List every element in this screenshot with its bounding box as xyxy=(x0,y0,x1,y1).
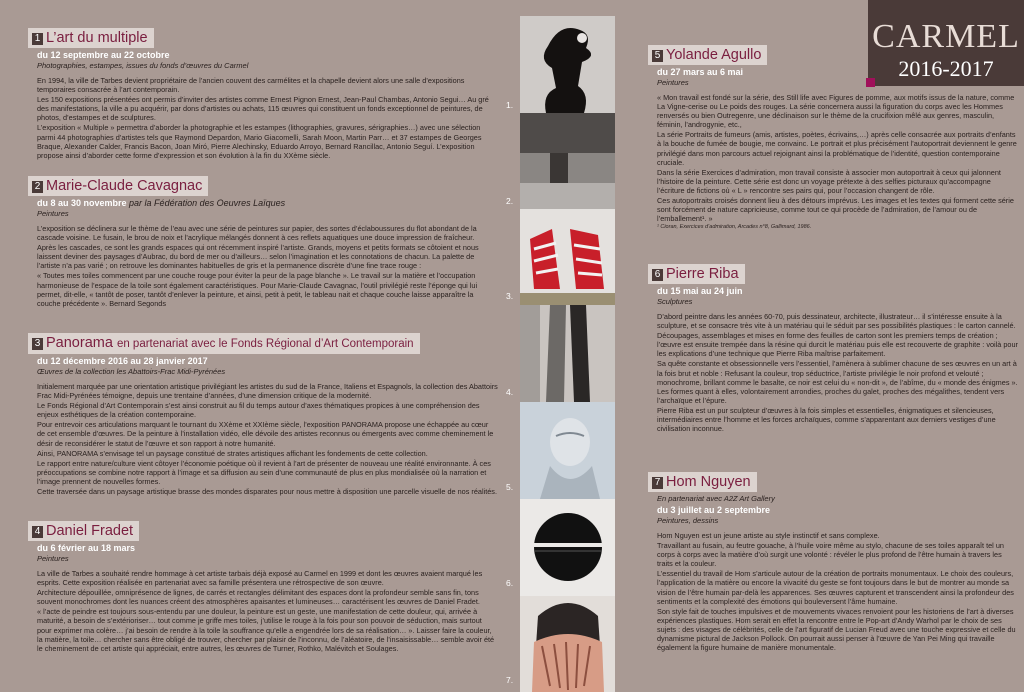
exhibition-medium: Peintures, dessins xyxy=(657,516,719,525)
artwork-image-7 xyxy=(520,596,615,692)
artwork-image-2 xyxy=(520,113,615,209)
exhibition-title: Pierre Riba xyxy=(666,266,739,282)
paragraph: Le Fonds Régional d’Art Contemporain s’est ainsi construit au fil du temps autour d’axes thématiques propices à une compréhension des enjeux esthétiques de la création contemporaine. xyxy=(37,401,480,420)
artwork-image-6 xyxy=(520,499,615,596)
exhibition-header xyxy=(28,28,154,48)
brand-years: 2016-2017 xyxy=(898,56,994,81)
exhibition-title-sub: en partenariat avec le Fonds Régional d’Art Contemporain xyxy=(116,338,414,350)
paragraph: Découpages, assemblages et mises en forme des feuilles de carton sont les premiers temps de création ; l’œuvre est ensuite trempée dans la résine qui durcit le matériau puis elle est recouverte de graphite : voilà pour les explications d’une technique que Pierre Riba maîtrise parfaitement. xyxy=(657,331,1018,359)
paragraph: L’exposition « Multiple » permettra d’aborder la photographie et les estampes (lithographies, gravures, sérigraphies…) avec une sélection parmi 44 photographies d’artistes tels que Raymond Depardon, Mario Giacomelli, Sarah Moon, Martin Parr… et 37 estampes de Georges Braque, Alexander Calder, Francis Bacon, Joan Miró, Pierre Alechinsky, Eduardo Arroyo, Bernard Rancillac, Antonio Seguí. L’exposition propose ainsi d’aborder cette forme d’expression et son évolution à la fin du XXème siècle. xyxy=(37,123,482,160)
exhibition-date-extra: par la Fédération des Oeuvres Laïques xyxy=(129,198,286,208)
paragraph: Pierre Riba est un pur sculpteur d’œuvres à la fois simples et essentielles, énigmatiques et silencieuses, intermédiaires entre l’homme et les forces archaïques, comme s’apparentant aux derniers vestiges d’une civilisation inconnue. xyxy=(657,405,996,434)
artwork-image-1 xyxy=(520,16,615,113)
exhibition-date-range: du 27 mars au 6 mai xyxy=(657,67,744,77)
exhibition-title: Marie-Claude Cavagnac xyxy=(46,178,203,194)
paragraph: Les 150 expositions présentées ont permis d’inviter des artistes comme Ernest Pignon Ernest, Jean-Paul Chambas, Antonio Segui… Au gré des manifestations, la ville a pu acquérir, par dons d’artistes ou achats, 115 œuvres qui constituent un fonds exceptionnel de peintures, de photos, d’estampes et de sculptures. xyxy=(37,95,489,123)
exhibition-header xyxy=(648,45,767,65)
section-7 xyxy=(648,472,1018,653)
exhibition-number: 7 xyxy=(652,477,663,489)
paragraph: Pour entrevoir ces articulations marquant le tournant du XXème et XXIème siècle, l’exposition PANORAMA propose une échappée au cœur de cet ensemble d’œuvres. De la peinture à l’installation vidéo, elle dévoile des artistes reconnus ou émergents avec comme cheminement le désir de reconsidérer le statut de l’œuvre et son rapport à notre humanité. xyxy=(37,420,494,448)
section-5 xyxy=(648,45,1018,232)
exhibition-dates xyxy=(37,356,498,366)
artwork-image-5 xyxy=(520,402,615,499)
exhibition-medium: Œuvres de la collection les Abattoirs-Frac Midi-Pyrénées xyxy=(37,367,226,376)
exhibition-date-range: du 3 juillet au 2 septembre xyxy=(657,505,771,515)
paragraph: « l’acte de peindre est toujours sous-entendu par une douleur, la peinture est un geste, une manifestation de cette douleur, qui, arrivée à maturité, a besoin de s’extérioriser… tout comme je griffe mes toiles, j’utilise le rouge à la fois pour son pouvoir de séduction, mais surtout pour exprimer ma colère… j’ai besoin de rendre à la toile la souffrance qu’elle a engendrée lors de sa réalisation… ». Laisser faire la couleur, la matière, la toile… chercher sans être obligé de trouver, chercher par plaisir de l’inconnu, de l’aléatoire, de l’insaisissable… semble avoir été le cheminement de cet artiste qui appréciait, entre autres, les œuvres de Turner, Rothko, Malévitch et Soulages. xyxy=(37,607,495,653)
exhibition-number: 2 xyxy=(32,181,43,193)
exhibition-description xyxy=(657,531,1018,652)
section-3 xyxy=(28,333,498,497)
exhibition-header xyxy=(648,264,745,284)
section-1 xyxy=(28,28,498,161)
paragraph: En 1994, la ville de Tarbes devient propriétaire de l’ancien couvent des carmélites et la chapelle devient alors une salle d’expositions temporaires consacrée à l’art contemporain. xyxy=(37,76,465,95)
paragraph: L’essentiel du travail de Hom s’articule autour de la création de portraits monumentaux. Le choix des couleurs, l’application de la matière ou encore la vivacité du geste se font toujours dans le but de montrer au monde sa vision de l’être humain par-delà les apparences. Ses œuvres capturent et transcendent ainsi la profondeur des sentiments et la complexité des émotions qui bouleversent l’âme humaine. xyxy=(657,569,1014,606)
exhibition-header xyxy=(28,333,420,354)
exhibition-medium: Photographies, estampes, issues du fonds d’œuvres du Carmel xyxy=(37,61,249,70)
exhibition-title: L’art du multiple xyxy=(46,30,148,46)
paragraph: Le rapport entre nature/culture vient côtoyer l’économie poétique où il revient à l’art de présenter de nouveau une réalité environnante. À ces préoccupations se combine notre rapport à l’image et sa diffusion au sein d’une communauté de plus en plus mondialisée où la narration et l’image prennent de nouvelles formes. xyxy=(37,458,491,486)
exhibition-number: 6 xyxy=(652,269,663,281)
section-6 xyxy=(648,264,1018,434)
exhibition-dates xyxy=(657,67,1018,77)
exhibition-number: 4 xyxy=(32,526,43,538)
image-label-3: 3. xyxy=(506,291,514,301)
paragraph: Dans la série Exercices d’admiration, mon travail consiste à associer mon autoportrait à ceux qui jalonnent l’histoire de la peinture. Cette série est donc un voyage prétexte à des selfies picturaux qu’accompagne l’écriture de fictions où « L » rencontre ses pairs qui, pour l’occasion changent de rôle. xyxy=(657,167,1001,195)
exhibition-dates xyxy=(657,286,1018,296)
left-column xyxy=(28,0,498,692)
exhibition-medium: Peintures xyxy=(657,78,689,87)
paragraph: L’exposition se déclinera sur le thème de l’eau avec une série de peintures sur papier, des sortes d’éclaboussures du flot abondant de la cascade voisine. Le fusain, le brou de noix et l’acrylique mélangés donnent à ces reflets aquatiques une douce impression de fraîcheur. xyxy=(37,224,477,243)
exhibition-dates xyxy=(37,50,498,60)
exhibition-title: Hom Nguyen xyxy=(666,474,751,490)
exhibition-dates xyxy=(37,543,498,553)
exhibition-dates xyxy=(37,198,498,208)
section-2 xyxy=(28,176,498,309)
right-column xyxy=(648,0,1018,692)
paragraph: Après les cascades, ce sont les grands espaces qui ont récemment inspiré l’artiste. Grands, moyens et petits formats se côtoient et nous laissent deviner des paysages d’Aubrac, du bord de mer ou d’ailleurs… selon l’imagination et les connotations de chacun. La palette de l’artiste n’a pas varié ; on retrouve les dominantes habituelles de gris et la permanence discrète d’une fine trace rouge : xyxy=(37,243,479,271)
exhibition-date-range: du 8 au 30 novembre xyxy=(37,198,127,208)
exhibition-number: 5 xyxy=(652,50,663,62)
image-label-6: 6. xyxy=(506,578,514,588)
exhibition-title: Daniel Fradet xyxy=(46,523,134,539)
exhibition-medium: Peintures xyxy=(37,554,69,563)
exhibition-medium: Peintures xyxy=(37,209,69,218)
exhibition-dates xyxy=(657,505,1018,515)
paragraph: Ces autoportraits croisés donnent lieu à des détours imprévus. Les images et les textes qui forment cette série sont forcément de nature capricieuse, comme tout ce qui procède de l’admiration, de l’amour ou de l’emballement¹. » xyxy=(657,196,1014,224)
exhibition-title: Yolande Agullo xyxy=(666,47,762,63)
paragraph: Sa quête constante et obsessionnelle vers l’essentiel, l’amènera à sublimer chacune de ses œuvres en un art à la fois brut et noble : Refusant la couleur, trop séductrice, l’artiste privilégie le noir profond et velouté ; monochrome, brillant comme le basalte, ce noir est celui du « non-dit », de l’abîme, du « monde des énigmes ». Les formes quant à elles, volontairement arrondies, proches du galet, proches des mégalithes, tendent vers l’archaïque et l’épure. xyxy=(657,359,1018,405)
image-label-4: 4. xyxy=(506,387,514,397)
exhibition-date-range: du 12 décembre 2016 au 28 janvier 2017 xyxy=(37,356,208,366)
paragraph: La série Portraits de fumeurs (amis, artistes, poètes, écrivains,…) après celle consacrée aux portraits d’enfants à la bouche de fumée de bougie, me convainc. Le portrait et plus précisément l’autoportrait deviennent le genre privilégié dans mon parcours actuel rejoignant ainsi la problématique de l’identité, question contemporaine cruciale. xyxy=(657,130,1017,167)
exhibition-description xyxy=(37,224,498,308)
image-label-1: 1. xyxy=(506,100,514,110)
paragraph: Ainsi, PANORAMA s’envisage tel un paysage constitué de strates artistiques affichant les fondements de cette collection. xyxy=(37,448,428,458)
exhibition-header xyxy=(28,176,208,196)
exhibition-partner: En partenariat avec A2Z Art Gallery xyxy=(657,494,775,503)
exhibition-description xyxy=(657,312,1018,433)
image-label-7: 7. xyxy=(506,675,514,685)
paragraph: Hom Nguyen est un jeune artiste au style instinctif et sans complexe. xyxy=(657,531,880,540)
brand-title: CARMEL xyxy=(872,18,1020,55)
exhibition-medium: Sculptures xyxy=(657,297,693,306)
exhibition-description xyxy=(37,382,498,496)
exhibition-description xyxy=(37,76,498,160)
paragraph: « Toutes mes toiles commencent par une couche rouge pour éviter la peur de la page blanche ». Le travail sur la matière et l’occupation harmonieuse de l’espace de la toile sont également caractéristiques. Pour Marie-Claude Cavagnac, l’outil privilégié reste l’éponge qui lui permet, dit-elle, « tantôt de poser, tantôt d’enlever la peinture, et ainsi, petit à petit, le tableau nait et chaque couche laisse apparaître la couche précédente ». Bernard Segonds xyxy=(37,271,478,308)
exhibition-date-range: du 15 mai au 24 juin xyxy=(657,286,743,296)
paragraph: « Mon travail est fondé sur la série, des Still life avec Figures de pomme, aux motifs issus de la nature, comme La Vigne-cerise ou Le poids des rouges. La série concernera aussi la figuration du corps avec les Hommes renversés ou bien Outregenre, une déclinaison sur le thème de la crucifixion mêlé aux genres, masculin, féminin, l’androgynie, etc., xyxy=(657,93,1015,130)
artwork-image-4 xyxy=(520,305,615,402)
paragraph: Cette traversée dans un paysage artistique brasse des mondes disparates pour nous mettre à disposition une parcelle visuelle de nos réalités. xyxy=(37,487,497,497)
exhibition-header xyxy=(28,521,139,541)
paragraph: Initialement marquée par une orientation artistique privilégiant les artistes du sud de la France, Italiens et Espagnols, la collection des Abattoirs Frac Midi-Pyrénées témoigne, depuis une trentaine d’années, d’une dimension critique de la modernité. xyxy=(37,382,498,401)
exhibition-title: Panorama xyxy=(46,335,113,351)
exhibition-description xyxy=(657,93,1018,231)
image-label-2: 2. xyxy=(506,196,514,206)
exhibition-number: 1 xyxy=(32,33,43,45)
exhibition-date-range: du 12 septembre au 22 octobre xyxy=(37,50,170,60)
exhibition-date-range: du 6 février au 18 mars xyxy=(37,543,136,553)
image-strip xyxy=(520,16,615,692)
artwork-image-3 xyxy=(520,209,615,305)
exhibition-header xyxy=(648,472,757,492)
section-4 xyxy=(28,521,498,654)
paragraph: Son style fait de touches impulsives et de mouvements vivaces renvoient pour les historiens de l’art à diverses expériences plastiques. Hom serait en effet la rencontre entre le Pop-art d’Andy Warhol par le choix de ses sujets : des visages de célébrités, celle de l’art figuratif de Lucian Freud avec une touche expressive et celle du dynamisme pictural de Jackson Pollock. On pourrait aussi penser à l’œuvre de Yan Pei Ming qui travaille également la figure humaine de manière monumentale. xyxy=(657,606,1016,653)
image-label-5: 5. xyxy=(506,482,514,492)
paragraph: La ville de Tarbes a souhaité rendre hommage à cet artiste tarbais déjà exposé au Carmel en 1999 et dont les œuvres avaient marqué les esprits. Cette exposition réalisée en partenariat avec sa famille présentera une rétrospective de son œuvre. xyxy=(37,569,483,588)
footnote: ¹ Cioran, Exercices d’admiration, Arcades n°8, Gallimard, 1986. xyxy=(657,224,812,231)
exhibition-number: 3 xyxy=(32,338,43,350)
exhibition-description xyxy=(37,569,498,653)
paragraph: Architecture dépouillée, omniprésence de lignes, de carrés et rectangles délimitant des espaces dont la profondeur semble sans fin, tons souvent monochromes dont les nuances créent des atmosphères apaisantes et lumineuses… caractérisent les œuvres de Daniel Fradet. xyxy=(37,588,480,607)
paragraph: D’abord peintre dans les années 60-70, puis dessinateur, architecte, illustrateur… il s’intéresse ensuite à la sculpture, et se consacre très vite à un matériau qui le séduit par ses possibilités plastiques : le carton cannelé. xyxy=(657,312,1016,331)
paragraph: Travaillant au fusain, au feutre gouache, à l’huile voire même au stylo, chacune de ses toiles apparaît tel un corps à corps avec la matière d’où surgit une volonté : révéler le plus profond de l’être humain à travers les traits et la couleur. xyxy=(657,541,1004,569)
